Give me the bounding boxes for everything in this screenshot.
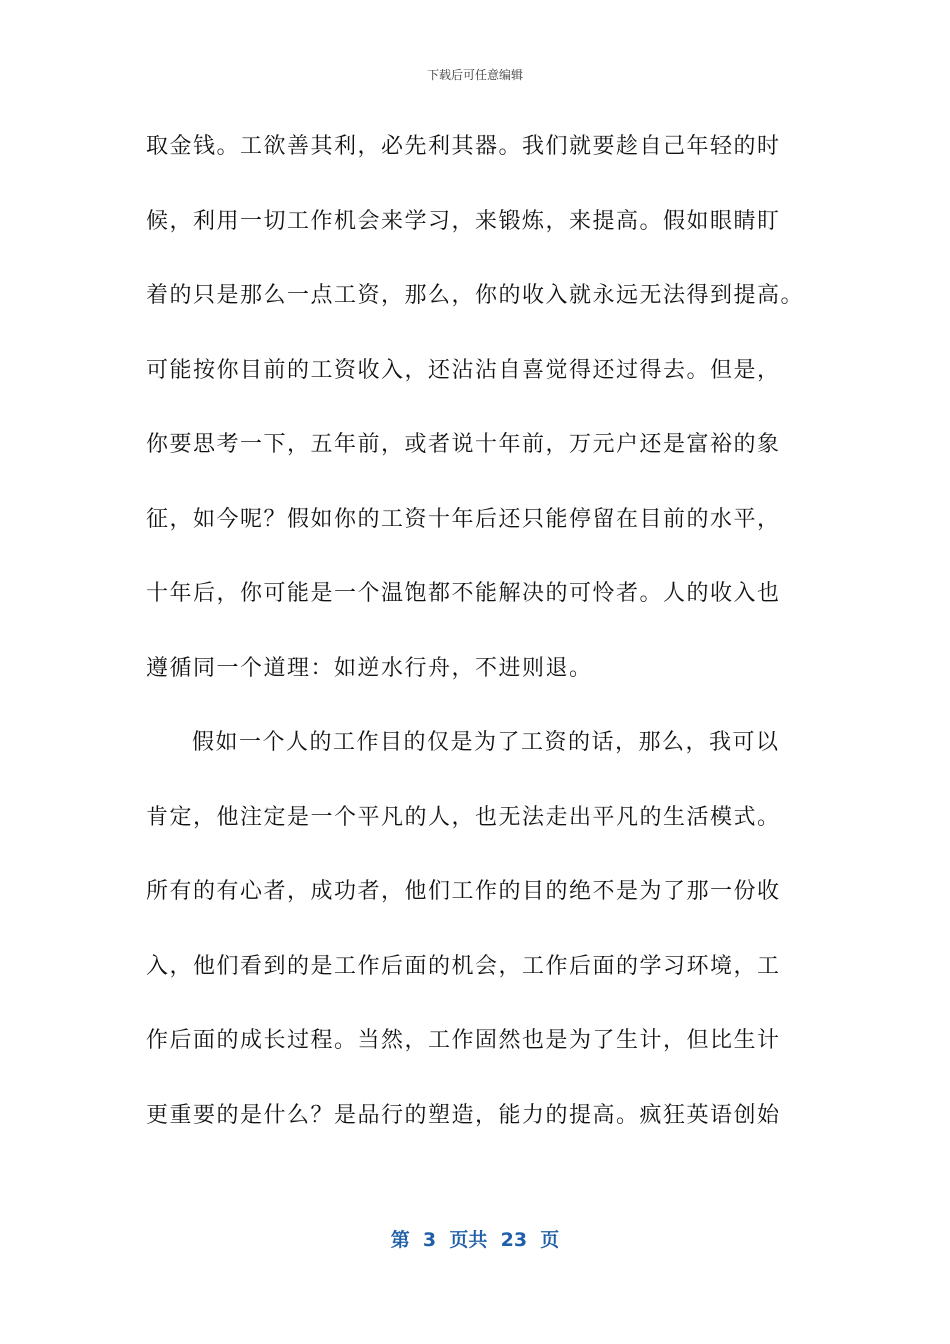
paragraph-start-line: 假如一个人的工作目的仅是为了工资的话，那么，我可以 [192, 730, 780, 755]
text-line: 十年后，你可能是一个温饱都不能解决的可怜者。人的收入也 [146, 581, 781, 606]
text-line: 更重要的是什么？是品行的塑造，能力的提高。疯狂英语创始 [146, 1102, 781, 1128]
page-header: 下载后可任意编辑 [426, 68, 523, 82]
document-body [146, 128, 806, 1171]
text-line: 肯定，他注定是一个平凡的人，也无法走出平凡的生活模式。 [146, 804, 781, 830]
text-line: 着的只是那么一点工资，那么，你的收入就永远无法得到提高。 [146, 283, 805, 308]
text-line: 所有的有心者，成功者，他们工作的目的绝不是为了那一份收 [146, 879, 781, 904]
text-line: 入，他们看到的是工作后面的机会，工作后面的学习环境，工 [146, 953, 781, 979]
text-line: 遵循同一个道理：如逆水行舟，不进则退。 [146, 655, 593, 681]
text-line: 你要思考一下，五年前，或者说十年前，万元户还是富裕的象 [146, 432, 781, 457]
text-line: 候，利用一切工作机会来学习，来锻炼，来提高。假如眼睛盯 [146, 208, 781, 234]
text-line: 作后面的成长过程。当然，工作固然也是为了生计，但比生计 [146, 1028, 781, 1053]
text-line: 征，如今呢？假如你的工资十年后还只能停留在目前的水平， [146, 506, 781, 532]
page-number-footer: 第 3 页共 23 页 [390, 1229, 560, 1251]
text-line: 可能按你目前的工资收入，还沾沾自喜觉得还过得去。但是， [146, 357, 781, 383]
text-line: 取金钱。工欲善其利，必先利其器。我们就要趁自己年轻的时 [146, 134, 781, 159]
